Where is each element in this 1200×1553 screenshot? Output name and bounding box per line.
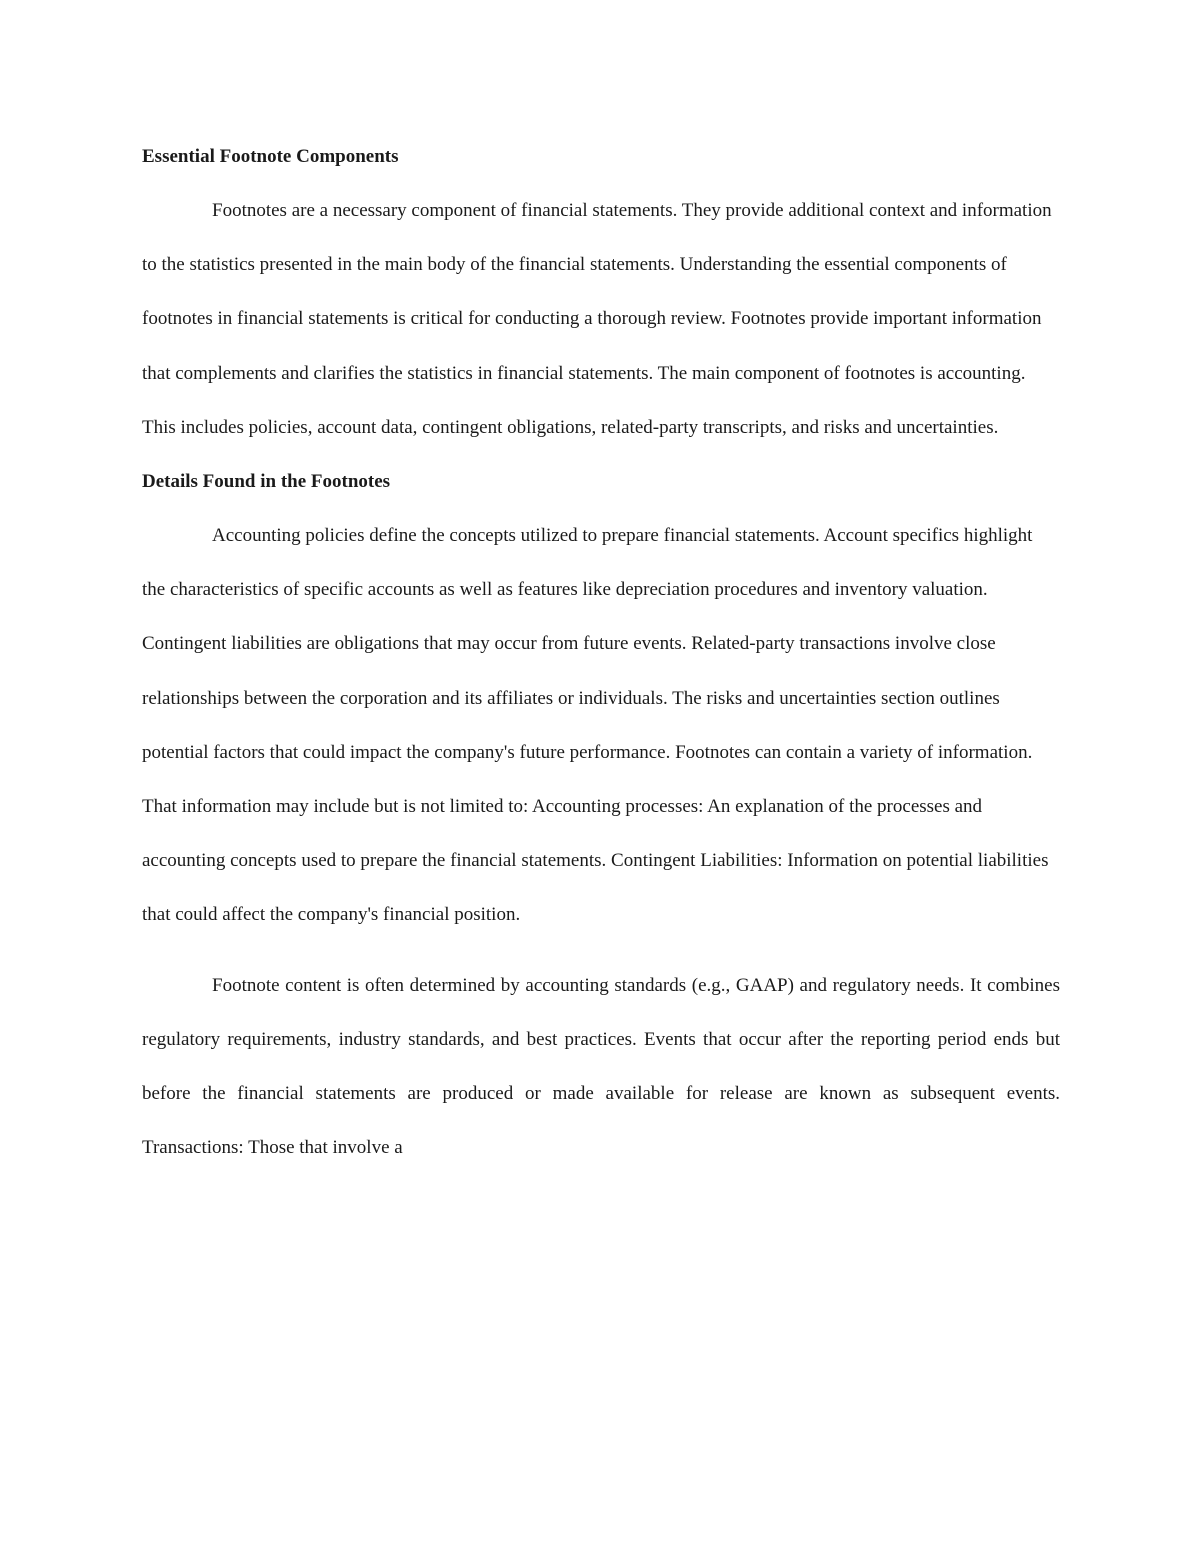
paragraph-footnote-content: Footnote content is often determined by accounting standards (e.g., GAAP) and regulatory needs. It combines regulatory requirements, industry standards, and best practices. Events that occur after the reporting period ends but before the financial statements are produced or made available for release are known as subsequent events. Transactions: Those that involve a [142, 974, 1060, 1159]
paragraph-footnotes-intro: Footnotes are a necessary component of financial statements. They provide additional context and information to the statistics presented in the main body of the financial statements. Understanding the essential components of footnotes in financial statements is critical for conducting a thorough review. Footnotes provide important information that complements and clarifies the statistics in financial statements. The main component of footnotes is accounting. This includes policies, account data, contingent obligations, related-party transcripts, and risks and uncertainties. [142, 200, 1052, 438]
document-page [142, 130, 1060, 1175]
section-heading-details-found: Details Found in the Footnotes [142, 471, 391, 493]
section-heading-essential-footnote-components: Essential Footnote Components [142, 146, 399, 167]
paragraph-details: Accounting policies define the concepts utilized to prepare financial statements. Account specifics highlight the characteristics of specific accounts as well as features like depreciation procedures and inventory valuation. Contingent liabilities are obligations that may occur from future events. Related-party transactions involve close relationships between the corporation and its affiliates or individuals. The risks and uncertainties section outlines potential factors that could impact the company's future performance. Footnotes can contain a variety of information. That information may include but is not limited to: Accounting processes: An explanation of the processes and accounting concepts used to prepare the financial statements. Contingent Liabilities: Information on potential liabilities that could affect the company's financial position. [142, 525, 1049, 926]
